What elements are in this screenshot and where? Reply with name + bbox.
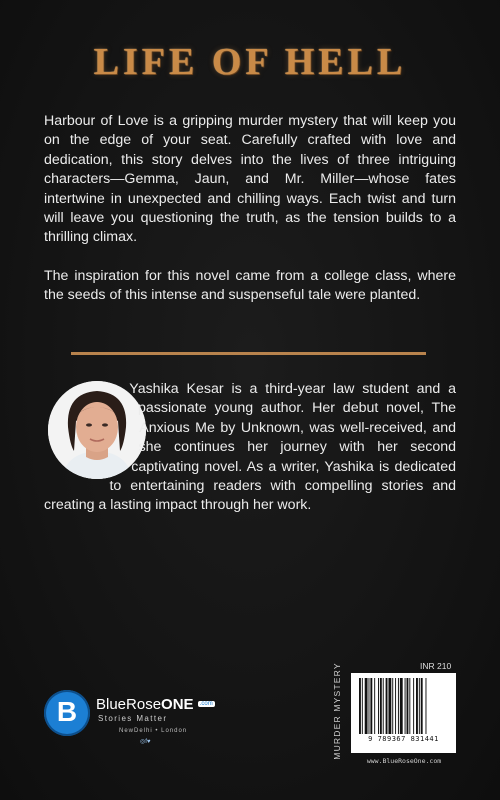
barcode-bar (416, 678, 418, 734)
publisher-logo-letter: B (56, 696, 78, 727)
section-divider (71, 352, 426, 355)
barcode-bar (362, 678, 363, 734)
barcode-bar (365, 678, 368, 734)
price-label: INR 210 (420, 661, 452, 671)
publisher-name (96, 696, 215, 713)
publisher-tagline: Stories Matter (98, 714, 168, 723)
book-title: LIFE OF HELL (93, 41, 407, 83)
isbn-number: 9 789367 831441 (368, 735, 439, 743)
author-bio-block (44, 380, 456, 516)
publisher-name-one: ONE (161, 696, 194, 713)
barcode-bar (392, 678, 393, 734)
publisher-name-com: .com (199, 701, 213, 707)
barcode-bar (405, 678, 406, 734)
barcode-bar (388, 678, 391, 734)
genre-text: MURDER MYSTERY (332, 662, 342, 760)
barcode-bar (413, 678, 414, 734)
social-icons: ◎f♥ (140, 739, 151, 745)
barcode-bar (359, 678, 361, 734)
barcode-bar (395, 678, 396, 734)
barcode-bars (359, 678, 448, 734)
publisher-name-main: BlueRose (96, 696, 162, 713)
publisher-locations: NewDelhi • London (119, 728, 188, 734)
genre-label (327, 662, 347, 766)
barcode-bar (409, 678, 410, 734)
barcode-bar (370, 678, 372, 734)
barcode-bar (380, 678, 382, 734)
author-bio: Yashika Kesar is a third-year law student and a passionate young author. Her debut novel, The Anxious Me by Unknown, was well-received, and she continues her journey with her second captivating novel. As a writer, Yashika is dedicated to entertaining readers with compelling stories and creating a lasting impact through her work. (44, 381, 456, 514)
barcode-bar (378, 678, 379, 734)
barcode-bar (407, 678, 409, 734)
publisher-logo (44, 688, 213, 748)
barcode-bar (369, 678, 370, 734)
barcode (351, 673, 456, 753)
barcode-bar (421, 678, 423, 734)
blurb-paragraph-1: Harbour of Love is a gripping murder mystery that will keep you on the edge of your seat. Carefully crafted with love and dedication, this story delves into the lives of three intriguing characters—Gemma, Jaun, and Mr. Miller—whose fates intertwine in unexpected and chilling ways. Each twist and turn will leave you questioning the truth, as the tension builds to a thrilling climax. (44, 113, 456, 246)
blurb-paragraph-2: The inspiration for this novel came from a college class, where the seeds of this intense and suspenseful tale were planted. (44, 267, 456, 304)
barcode-bar (400, 678, 403, 734)
barcode-bar (374, 678, 375, 734)
barcode-bar (426, 678, 427, 734)
barcode-bar (419, 678, 420, 734)
barcode-bar (386, 678, 388, 734)
book-blurb (44, 112, 456, 325)
publisher-website: www.BlueRoseOne.com (366, 757, 442, 765)
barcode-bar (398, 678, 399, 734)
barcode-bar (383, 678, 384, 734)
